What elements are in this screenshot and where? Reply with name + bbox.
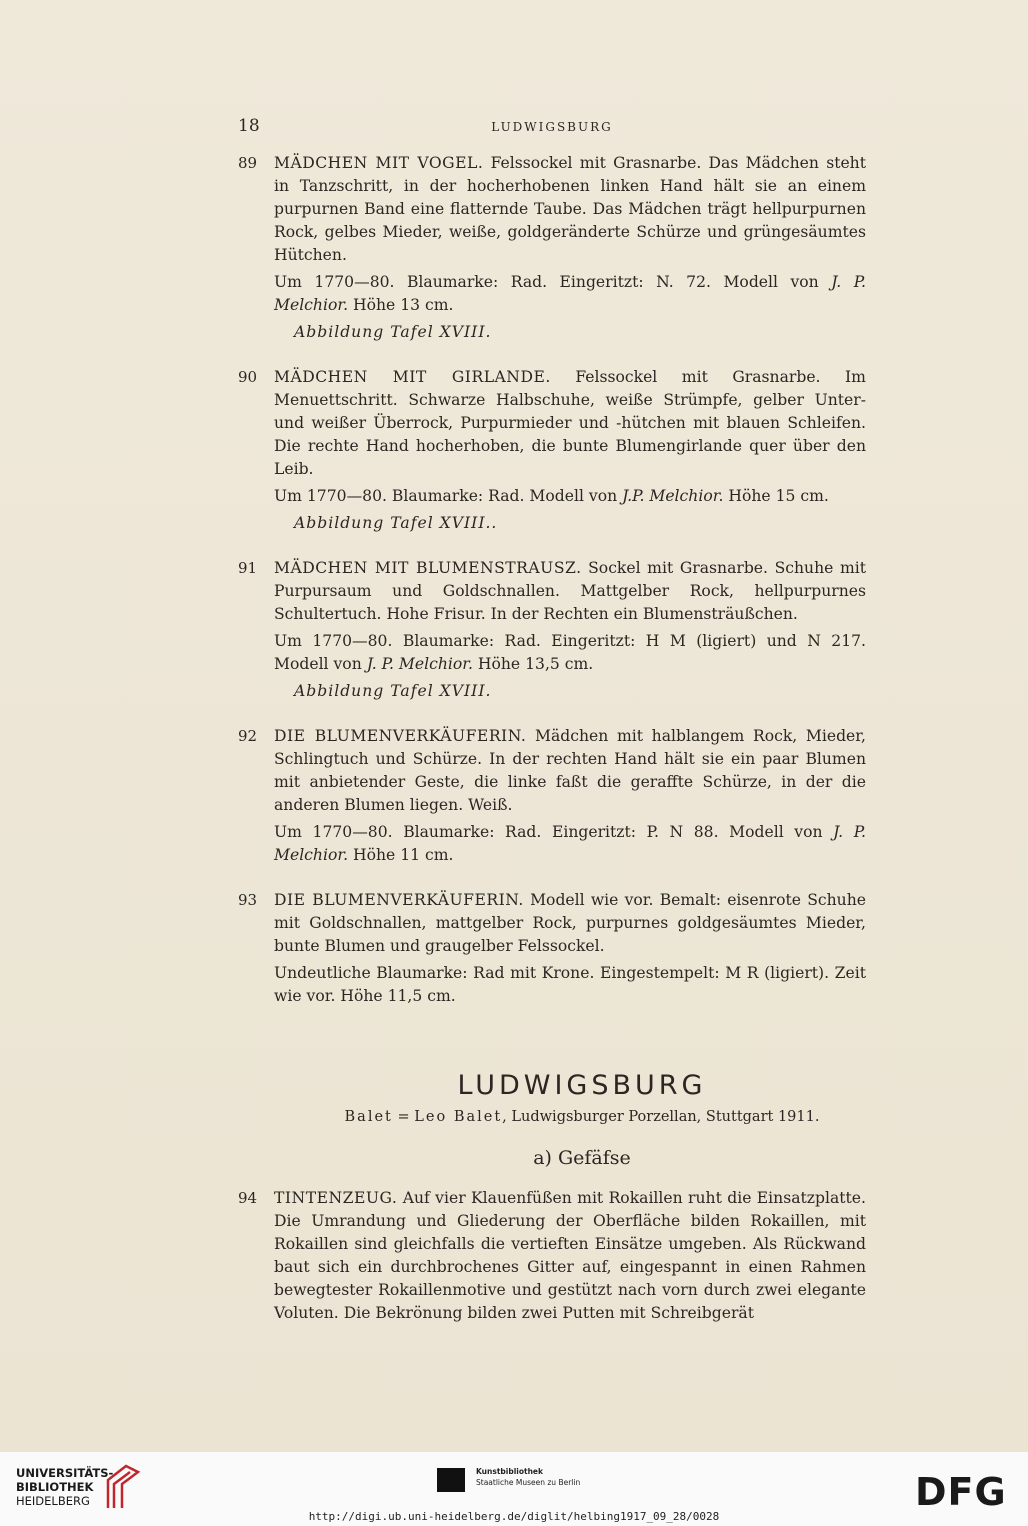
logo-line: HEIDELBERG (16, 1494, 90, 1508)
ub-heidelberg-logo[interactable] (16, 1466, 113, 1508)
entry-description: Mädchen mit halblangem Rock, Mieder, Schlingtuch und Schürze. In der rechten Hand hält sie ein paar Blumen mit anbietender Geste, die linke faßt die geraffte Schürze, in der die anderen Blumen liegen. Weiß. (274, 727, 866, 814)
entry-number: 92 (238, 727, 258, 745)
entry-details: Um 1770—80. Blaumarke: Rad. Eingeritzt: N. 72. Modell von (274, 273, 832, 291)
entry-number: 91 (238, 559, 258, 577)
equals-sign: = (392, 1109, 415, 1125)
catalog-entry (238, 1187, 866, 1325)
kb-line: Kunstbibliothek (476, 1467, 544, 1476)
entry-height: Höhe 15 cm. (723, 487, 829, 505)
author-name: Leo Balet (414, 1109, 503, 1125)
catalog-entry (238, 557, 866, 703)
section-title: LUDWIGSBURG (457, 1070, 707, 1101)
reference-title: , Ludwigsburger Porzellan, Stuttgart 1911. (502, 1109, 820, 1125)
entry-description: Modell wie vor. Bemalt: eisenrote Schuhe mit Goldschnallen, mattgelber Rock, purpurnes goldgesäumtes Mieder, bunte Blumen und graugelber Felssockel. (274, 891, 866, 955)
kunstbibliothek-label[interactable] (476, 1466, 580, 1488)
entry-title: DIE BLUMENVERKÄUFERIN. (274, 727, 527, 745)
logo-line: BIBLIOTHEK (16, 1480, 94, 1494)
kunstbibliothek-logo-icon (437, 1468, 465, 1492)
entry-details: Um 1770—80. Blaumarke: Rad. Eingeritzt: H M (ligiert) und N 217. Modell von (274, 632, 866, 673)
digitization-footer (0, 1452, 1028, 1526)
entry-details: Undeutliche Blaumarke: Rad mit Krone. Eingestempelt: M R (ligiert). Zeit wie vor. Höhe 11,5 cm. (274, 964, 866, 1005)
section-reference (298, 1109, 866, 1125)
entry-description: Auf vier Klauenfüßen mit Rokaillen ruht die Einsatzplatte. Die Umrandung und Gliederung der Oberfläche bilden Rokaillen, mit Rokaillen sind gleichfalls die vertieften Einsätze umgeben. Als Rückwand baut sich ein durchbrochenes Gitter auf, eingespannt in einen Rahmen bewegtester Rokaillenmotive und gestützt nach vorn durch zwei elegante Voluten. Die Bekrönung bilden zwei Putten mit Schreibgerät (274, 1189, 866, 1322)
permalink-url[interactable]: http://digi.ub.uni-heidelberg.de/diglit/helbing1917_09_28/0028 (308, 1510, 720, 1523)
running-header (0, 116, 1028, 140)
entry-number: 90 (238, 368, 258, 386)
catalog-entry (238, 152, 866, 344)
figure-reference: Abbildung Tafel XVIII.. (294, 514, 498, 532)
kb-line: Staatliche Museen zu Berlin (476, 1478, 581, 1487)
modeller-name: J. P. Melchior. (274, 273, 866, 314)
page-number: 18 (238, 116, 260, 136)
figure-reference: Abbildung Tafel XVIII. (294, 323, 492, 341)
catalog-entry (238, 725, 866, 867)
entry-number: 89 (238, 154, 258, 172)
ub-logo-mark-icon (104, 1460, 142, 1512)
entry-height: Höhe 13 cm. (348, 296, 454, 314)
entry-number: 94 (238, 1189, 258, 1207)
subheading: a) Gefäfse (533, 1147, 631, 1169)
page-content (238, 152, 866, 1347)
entry-details: Um 1770—80. Blaumarke: Rad. Modell von (274, 487, 623, 505)
entry-title: DIE BLUMENVERKÄUFERIN. (274, 891, 524, 909)
entry-title: TINTENZEUG. (274, 1189, 398, 1207)
entry-height: Höhe 13,5 cm. (472, 655, 594, 673)
entry-description: Felssockel mit Grasnarbe. Das Mädchen steht in Tanzschritt, in der hocherhobenen linken Hand hält sie an einem purpurnen Band eine flatternde Taube. Das Mädchen trägt hellpurpurnen Rock, gelbes Mieder, weiße, goldgeränderte Schürze und grüngesäumtes Hütchen. (274, 154, 866, 264)
entry-description: Felssockel mit Grasnarbe. Im Menuettschritt. Schwarze Halbschuhe, weiße Strümpfe, gelber Unter- und weißer Überrock, Purpurmieder und -hütchen mit blauen Schleifen. Die rechte Hand hocherhoben, die bunte Blumengirlande quer über den Leib. (274, 368, 866, 478)
entry-title: MÄDCHEN MIT VOGEL. (274, 154, 484, 172)
entry-description: Sockel mit Grasnarbe. Schuhe mit Purpursaum und Goldschnallen. Mattgelber Rock, hellpurpurnes Schultertuch. Hohe Frisur. In der Rechten ein Blumensträußchen. (274, 559, 866, 623)
catalog-entry (238, 366, 866, 535)
entry-number: 93 (238, 891, 258, 909)
entry-details: Um 1770—80. Blaumarke: Rad. Eingeritzt: P. N 88. Modell von (274, 823, 834, 841)
entry-height: Höhe 11 cm. (348, 846, 454, 864)
figure-reference: Abbildung Tafel XVIII. (294, 682, 492, 700)
modeller-name: J. P. Melchior. (366, 655, 473, 673)
logo-line: UNIVERSITÄTS- (16, 1466, 114, 1480)
entry-title: MÄDCHEN MIT GIRLANDE. (274, 368, 551, 386)
modeller-name: J. P. Melchior. (274, 823, 866, 864)
catalog-entry (238, 889, 866, 1008)
modeller-name: J.P. Melchior. (622, 487, 724, 505)
dfg-logo[interactable]: DFG (915, 1470, 1007, 1514)
abbrev: Balet (344, 1109, 393, 1125)
running-title: LUDWIGSBURG (491, 120, 613, 134)
entry-title: MÄDCHEN MIT BLUMENSTRAUSZ. (274, 559, 582, 577)
